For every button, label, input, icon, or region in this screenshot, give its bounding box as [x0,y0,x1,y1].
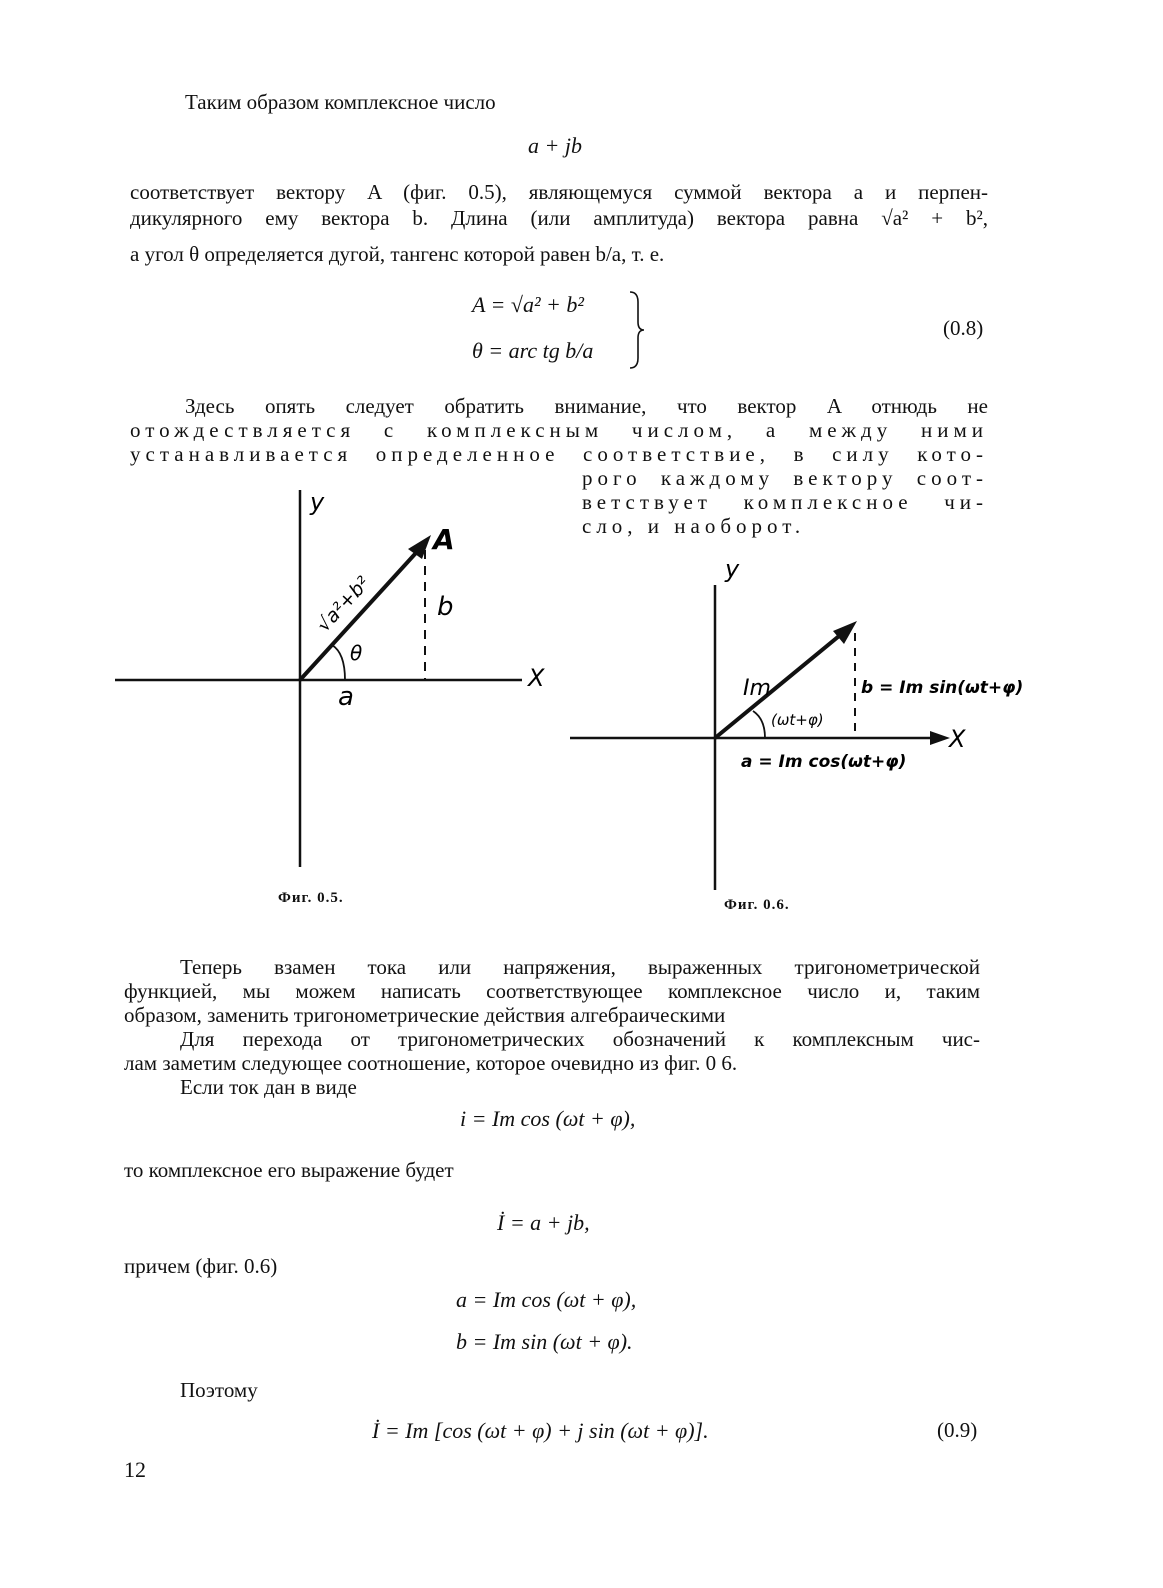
paragraph-1-line-2: дикулярного ему вектора b. Длина (или амплитуда) вектора равна √a² + b², [130,206,988,230]
paragraph-3-line-3: образом, заменить тригонометрические действия алгебраическими [124,1003,726,1027]
fig06-angle-label: (ωt+φ) [771,711,824,729]
paragraph-3-line-5: лам заметим следующее соотношение, которое очевидно из фиг. 0 6. [124,1051,738,1075]
fig06-vector-label: Im [743,676,771,701]
paragraph-3-line-1: Теперь взамен тока или напряжения, выраженных тригонометрической [180,955,980,979]
figure-0-6 [565,555,1035,895]
equation-complex: a + jb [528,133,582,158]
equation-09: İ = Im [cos (ωt + φ) + j sin (ωt + φ)]. [372,1418,709,1443]
fig06-b-label: b = Im sin(ωt+φ) [861,678,1024,698]
fig05-angle-label: θ [350,641,363,665]
paragraph-2-line-1: Здесь опять следует обратить внимание, что вектор A отнюдь не [185,394,988,418]
paragraph-2-line-2: отождествляется с комплексным числом, а между ними [130,418,988,442]
fig05-magnitude-label: √a²+b² [312,572,375,637]
equation-08-line-1: A = √a² + b² [472,292,584,317]
paragraph-2-line-3: устанавливается определенное соответствие, в силу кото- [130,442,988,466]
paragraph-2-line-4: рого каждому вектору соот- [582,466,988,490]
paragraph-3-line-4: Для перехода от тригонометрических обозначений к комплексным чис- [180,1027,980,1051]
fig05-x-label: X [528,664,545,692]
equation-b: b = Im sin (ωt + φ). [456,1329,633,1354]
fig05-angle-arc [332,645,345,680]
equation-i: i = Im cos (ωt + φ), [460,1106,636,1131]
paragraph-5: причем (фиг. 0.6) [124,1254,278,1278]
paragraph-3-line-6: Если ток дан в виде [180,1075,357,1099]
fig05-vector [300,543,425,680]
fig05-vector-label: A [433,523,455,556]
fig05-b-label: b [437,592,454,622]
paragraph-2-line-6: сло, и наоборот. [582,514,806,538]
fig06-angle-arc [753,711,765,738]
equation-08-number: (0.8) [943,316,984,340]
page-number: 12 [124,1457,146,1482]
equation-09-number: (0.9) [937,1418,978,1442]
fig05-a-label: a [338,682,354,712]
fig06-x-arrowhead [930,731,950,745]
paragraph-2-line-5: ветствует комплексное чи- [582,490,988,514]
paragraph-1-line-1: соответствует вектору A (фиг. 0.5), являющемуся суммой вектора a и перпен- [130,180,988,204]
paragraph-4: то комплексное его выражение будет [124,1158,454,1182]
fig06-y-label: y [725,555,740,583]
fig06-x-label: X [949,725,966,753]
figure-0-6-caption: Фиг. 0.6. [724,897,790,913]
equation-i-complex: İ = a + jb, [497,1210,590,1235]
figure-0-5 [110,485,550,885]
fig06-a-label: a = Im cos(ωt+φ) [741,752,907,772]
paragraph-6: Поэтому [180,1378,258,1402]
paragraph-1-line-3: а угол θ определяется дугой, тангенс которой равен b/a, т. е. [130,242,665,266]
intro-text: Таким образом комплексное число [185,90,496,114]
paragraph-3-line-2: функцией, мы можем написать соответствующее комплексное число и, таким [124,979,980,1003]
figure-0-5-caption: Фиг. 0.5. [278,890,344,906]
equation-brace [626,290,646,370]
equation-08-line-2: θ = arc tg b/a [472,338,594,363]
equation-a: a = Im cos (ωt + φ), [456,1287,637,1312]
fig05-y-label: y [310,488,325,516]
